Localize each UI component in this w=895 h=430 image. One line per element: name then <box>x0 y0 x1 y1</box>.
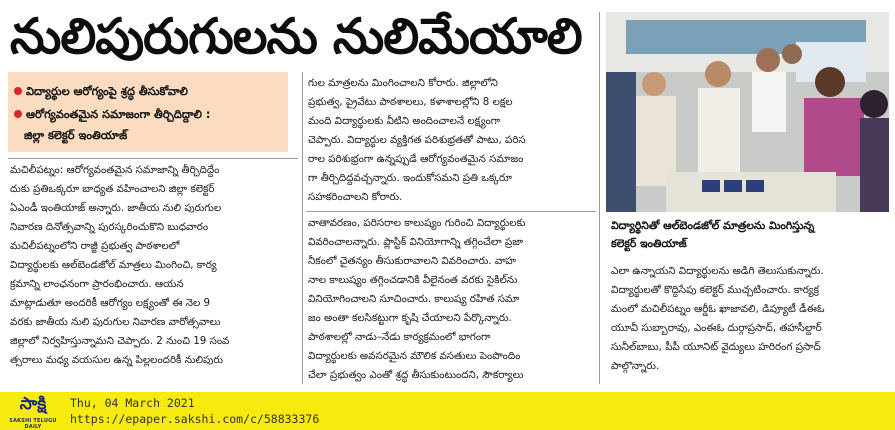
body-line: విద్యార్థులతో కొద్దిసేపు కలెక్టర్ ముచ్చటించారు. కార్యక్ర <box>611 284 819 296</box>
epaper-link[interactable]: https://epaper.sakshi.com/c/58833376 <box>70 412 320 426</box>
headline: నులిపురుగులను నులిమేయాలి <box>10 8 582 65</box>
article-column-2-top <box>308 74 598 209</box>
section-divider <box>8 158 298 159</box>
article-column-1 <box>10 161 300 391</box>
highlight-item <box>14 107 210 122</box>
body-line: వినియోగించాలని సూచించారు. కాలుష్య రహిత సమా <box>308 293 520 305</box>
body-line: వాతావరణం, పరిసరాల కాలుష్యం గురించి విద్యార్థులకు <box>308 217 526 229</box>
logo-text: సాక్షి <box>19 394 47 414</box>
highlight-continuation: జిల్లా కలెక్టర్ ఇంతియాజ్ <box>24 129 128 142</box>
body-line: సహకరించాలని కోరారు. <box>308 191 403 203</box>
highlights-box <box>8 72 288 152</box>
article-column-2-bottom <box>308 214 598 389</box>
body-line: క్రమాన్ని లాంఛనంగా ప్రారంభించారు. ఆయన <box>10 278 184 290</box>
body-line: నీకంలో చైతన్యం తీసుకురావాలని వివరించారు. వాహ <box>308 255 516 267</box>
section-divider <box>306 211 596 212</box>
body-line: యూవీ సుబ్బారావు, ఎంఈఓ దుర్గాప్రసాద్, తహసీల్దార్ <box>611 322 822 334</box>
article-column-3 <box>611 262 891 387</box>
body-line: రాల పరిశుభ్రంగా ఉన్నప్పుడే ఆరోగ్యవంతమైన సమాజం <box>308 153 524 165</box>
body-line: ఏఎండీ ఇంతియాజ్ అన్నారు. జాతీయ నులి పురుగుల <box>10 202 222 214</box>
body-line: వరకు జాతీయ నులి పురుగుల నివారణ వారోత్సవాలు <box>10 316 221 328</box>
body-line: విద్యార్థులకు ఆల్‌బెండజోల్ మాత్రలు మింగించి, కార్య <box>10 259 217 271</box>
column-divider <box>302 72 303 384</box>
highlight-text: విద్యార్థుల ఆరోగ్యంపై శ్రద్ధ తీసుకోవాలి <box>26 85 188 98</box>
photo-illustration <box>606 12 889 212</box>
edition-date: Thu, 04 March 2021 <box>70 396 195 410</box>
body-line: సునీల్‌బాబు, పీపీ యూనిట్ వైద్యులు హరిరంగ ప్రసాద్ <box>611 341 821 353</box>
body-line: మచిలీపట్నం: ఆరోగ్యవంతమైన సమాజాన్ని తీర్చిదిద్దేం <box>10 164 220 176</box>
body-line: త్సరాలు మధ్య వయసుల ఉన్న పిల్లలందరికీ నులిపురు <box>10 354 223 366</box>
body-line: మాట్లాడుతూ అందరికీ ఆరోగ్యం లక్ష్యంతో ఈ నెల 9 <box>10 297 211 309</box>
body-line: మచిలీపట్నంలోని రాజ్జీ ప్రభుత్వ పాఠశాలలో <box>10 240 180 252</box>
bullet-icon <box>14 110 22 118</box>
body-line: మంలో మచిలీపట్నం ఆర్డీఓ ఖాజావలి, డిప్యూటీ డీఈఓ <box>611 303 825 315</box>
body-line: జం అంతా కలసికట్టుగా కృషి చేయాలని పేర్కొన్నారు. <box>308 312 512 324</box>
body-line: వివరించాలన్నారు. ప్లాస్టిక్ వినియోగాన్ని తగ్గించేలా ప్రజా <box>308 236 523 248</box>
photo-caption-line: విద్యార్థినితో ఆల్‌బెండజోల్ మాత్రలను మింగిస్తున్న <box>611 219 815 232</box>
body-line: చెప్పారు. విద్యార్థుల వ్యక్తిగత పరిశుభ్రతతో పాటు, పరిస <box>308 134 526 146</box>
body-line: పాల్గొన్నారు. <box>611 360 660 372</box>
body-line: పాఠశాలల్లో నాడు–నేడు కార్యక్రమంలో భాగంగా <box>308 331 491 343</box>
body-line: నివారణ దినోత్సవాన్ని పురస్కరించుకొని బుధవారం <box>10 221 209 233</box>
highlight-item <box>14 84 188 99</box>
column-divider <box>599 12 600 384</box>
bullet-icon <box>14 87 22 95</box>
logo-subtext: SAKSHI TELUGU DAILY <box>9 418 57 430</box>
body-line: మంది విద్యార్థులకు వీటిని అందించాలనే లక్ష్యంగా <box>308 115 501 127</box>
body-line: విద్యార్థులకు అవసరమైన మౌలిక వసతులు పెంపొందిం <box>308 350 521 362</box>
body-line: నాల కాలుష్యం తగ్గించడానికి వీలైనంత వరకు సైకిల్‌ను <box>308 274 518 286</box>
body-line: గుల మాత్రలను మింగించాలని కోరారు. జిల్లాలోని <box>308 77 498 89</box>
photo-caption-line: కలెక్టర్ ఇంతియాజ్ <box>611 237 687 250</box>
epaper-footer <box>0 392 895 430</box>
collector-giving-tablet-photo <box>606 12 889 212</box>
body-line: చేలా ప్రభుత్వం ఎంతో శ్రద్ధ తీసుకుంటుందని, సౌకర్యాలు <box>308 369 524 381</box>
body-line: ఎలా ఉన్నాయని విద్యార్థులను అడిగి తెలుసుకున్నారు. <box>611 265 824 277</box>
highlight-text: ఆరోగ్యవంతమైన సమాజంగా తీర్చిదిద్దాలి : <box>26 108 211 121</box>
body-line: జిల్లాలో నిర్వహిస్తున్నామని చెప్పారు. 2 నుంచి 19 సంవ <box>10 335 230 347</box>
body-line: గా తీర్చిదిద్దవచ్చన్నారు. ఇందుకోసమని ప్రతి ఒక్కరూ <box>308 172 512 184</box>
body-line: దుకు ప్రతిఒక్కరూ బాధ్యత వహించాలని జిల్లా కలెక్టర్ <box>10 183 215 195</box>
body-line: ప్రభుత్వ, ప్రైవేటు పాఠశాలలు, కళాశాలల్లోని 8 లక్షల <box>308 96 513 108</box>
sakshi-logo[interactable] <box>4 394 62 428</box>
